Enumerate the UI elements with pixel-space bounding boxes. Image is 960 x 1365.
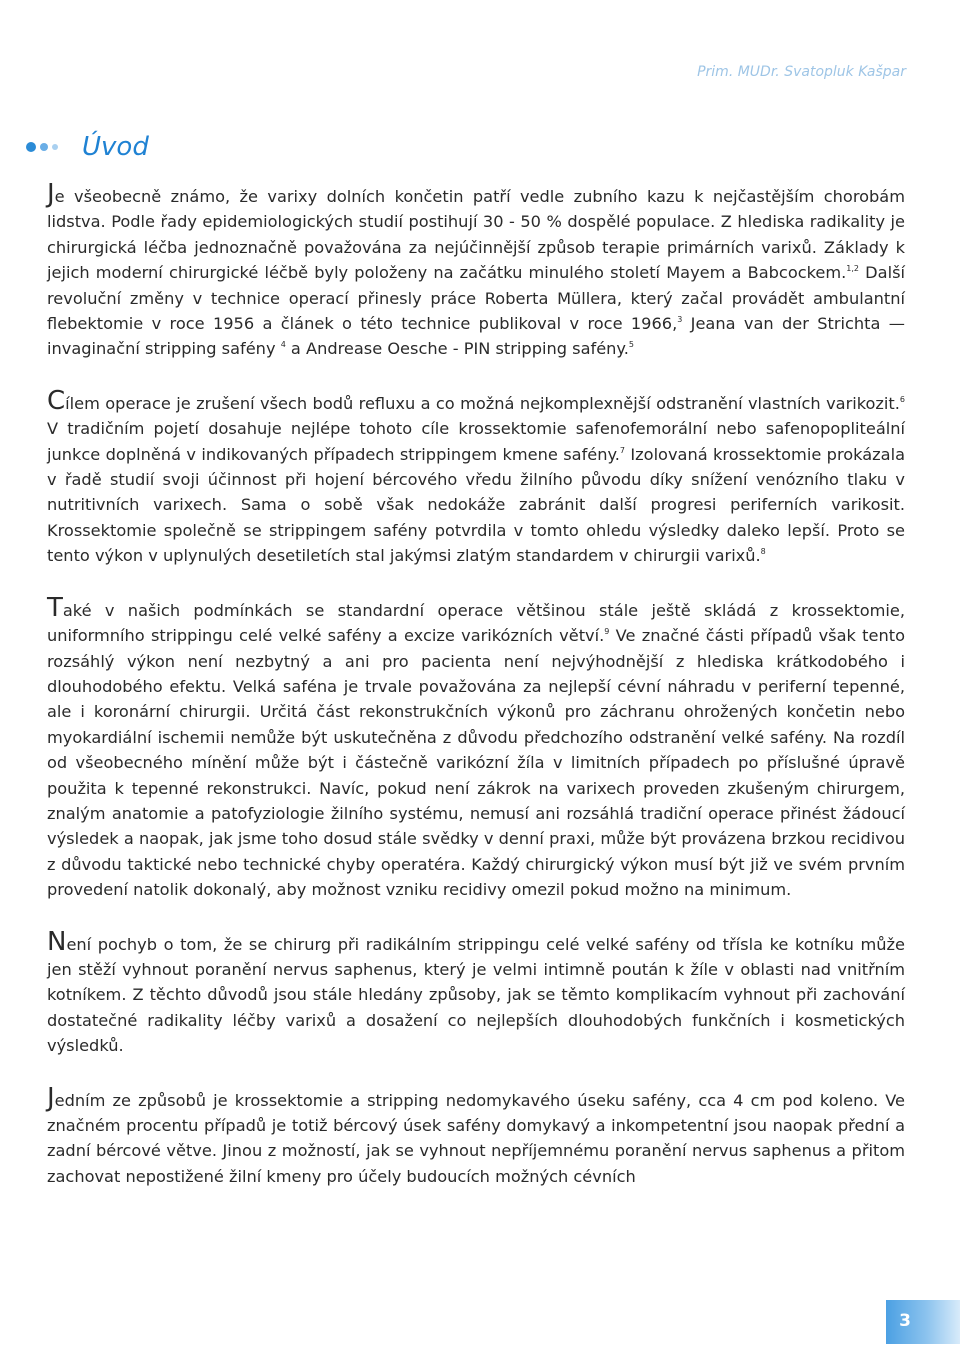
reference-mark: 6 [899, 394, 905, 404]
reference-mark: 7 [619, 445, 625, 455]
article-body [47, 179, 905, 1218]
paragraph-text: Ve značné části případů však tento rozsáhlý výkon není nezbytný a ani pro pacienta není nejvýhodnější z hlediska krátkodobého i dlouhodobého efektu. Velká saféna je trvale považována za nejlepší cévní náhradu v periferní tepenné, ale i koronární chirurgii. Určitá část rekonstrukčních výkonů pro záchranu ohrožených končetin nebo myokardiální ischemii nemůže být uskutečněna z důvodu předchozího odstranění velké safény. Na rozdíl od všeobecného mínění může být i částečně varikózní žíla v limitních případech po příslušné úpravě použita k tepenné rekonstrukci. Navíc, pokud není zákrok na varixech proveden zkušeným chirurgem, znalým anatomie a patofyziologie žilního systému, nemusí ani rozsáhlá tradiční operace přinést žádoucí výsledek a naopak, jak jsme toho dosud stále svědky v denní praxi, může být provázena brzkou recidivou z důvodu taktické nebo technické chyby operatéra. Každý chirurgický výkon musí být již ve svém prvním provedení natolik dokonalý, aby možnost vzniku recidivy omezil pokud možno na minimum. [47, 626, 905, 900]
reference-mark: 3 [677, 315, 683, 325]
paragraph-text: e všeobecně známo, že varixy dolních končetin patří vedle zubního kazu k nejčastějším chorobám lidstva. Podle řady epidemiologických studií postihují 30 - 50 % dospělé populace. Z hlediska radikality je chirurgická léčba jednoznačně považována za nejúčinnější způsob terapie primárních varixů. Základy k jejich moderní chirurgické léčbě byly položeny na začátku minulého století Mayem a Babcockem. [47, 187, 905, 283]
drop-cap: N [47, 926, 67, 957]
paragraph-text: Jeana van der Strichta — invaginační stripping safény [47, 314, 905, 359]
drop-cap: J [47, 1082, 55, 1113]
paragraph-text: V tradičním pojetí dosahuje nejlépe tohoto cíle krossektomie safenofemorální nebo safenopopliteální junkce doplněná v indikovaných případech strippingem kmene safény. [47, 419, 905, 464]
dot-medium-icon [40, 143, 48, 151]
reference-mark: 8 [760, 547, 766, 557]
paragraph-2 [47, 385, 905, 569]
section-heading [26, 132, 149, 162]
drop-cap: J [47, 179, 55, 209]
reference-mark: 1,2 [846, 264, 860, 274]
author-header: Prim. MUDr. Svatopluk Kašpar [697, 64, 906, 80]
paragraph-text: a Andrease Oesche - PIN stripping safény. [285, 339, 629, 359]
paragraph-text: ílem operace je zrušení všech bodů refluxu a co možná nejkomplexnější odstranění vlastních varikozit. [65, 393, 900, 413]
bullet-dots-icon [26, 142, 62, 152]
page-number: 3 [899, 1311, 911, 1331]
dot-small-icon [52, 144, 58, 150]
reference-mark: 9 [604, 627, 610, 637]
reference-mark: 5 [628, 340, 634, 350]
paragraph-text: ení pochyb o tom, že se chirurg při radikálním strippingu celé velké safény od třísla ke kotníku může jen stěží vyhnout poranění nervus saphenus, který je velmi intimně poután k žíle v oblasti nad vnitřním kotníkem. Z těchto důvodů jsou stále hledány způsoby, jak se těmto komplikacím vyhnout při zachování dostatečné radikality léčby varixů a dosažení co nejlepších dlouhodobých funkčních i kosmetických výsledků. [47, 934, 905, 1056]
page-number-tab [886, 1300, 960, 1344]
paragraph-text: Další revoluční změny v technice operací přinesly práce Roberta Müllera, který začal provádět ambulantní flebektomie v roce 1956 a článek o této technice publikoval v roce 1966, [47, 263, 905, 334]
paragraph-text: aké v našich podmínkách se standardní operace většinou stále ještě skládá z krossektomie, uniformního strippingu celé velké safény a excize varikózních větví. [47, 600, 905, 646]
drop-cap: T [47, 592, 63, 623]
paragraph-5 [47, 1082, 905, 1190]
paragraph-3 [47, 592, 905, 903]
paragraph-text: Izolovaná krossektomie prokázala v řadě studií svoji účinnost při hojení bércového vředu žilního původu díky snížení venózního tlaku v nutritivních varixech. Sama o sobě však nedokáže zabránit další progresi periferních varikosit. Krossektomie společně se strippingem safény potvrdila v tomto ohledu výsledky daleko lepší. Proto se tento výkon v uplynulých desetiletích stal jakýmsi zlatým standardem v chirurgii varixů. [47, 444, 905, 566]
drop-cap: C [47, 385, 66, 416]
paragraph-1 [47, 179, 905, 362]
section-title: Úvod [82, 132, 149, 162]
paragraph-4 [47, 926, 905, 1059]
dot-large-icon [26, 142, 36, 152]
reference-mark: 4 [280, 340, 286, 350]
paragraph-text: edním ze způsobů je krossektomie a stripping nedomykavého úseku safény, cca 4 cm pod koleno. Ve značném procentu případů je totiž bércový úsek safény domykavý a inkompetentní jsou naopak přední a zadní bércové větve. Jinou z možností, jak se vyhnout nepříjemnému poranění nervus saphenus a přitom zachovat nepostižené žilní kmeny pro účely budoucích možných cévních [47, 1090, 905, 1186]
